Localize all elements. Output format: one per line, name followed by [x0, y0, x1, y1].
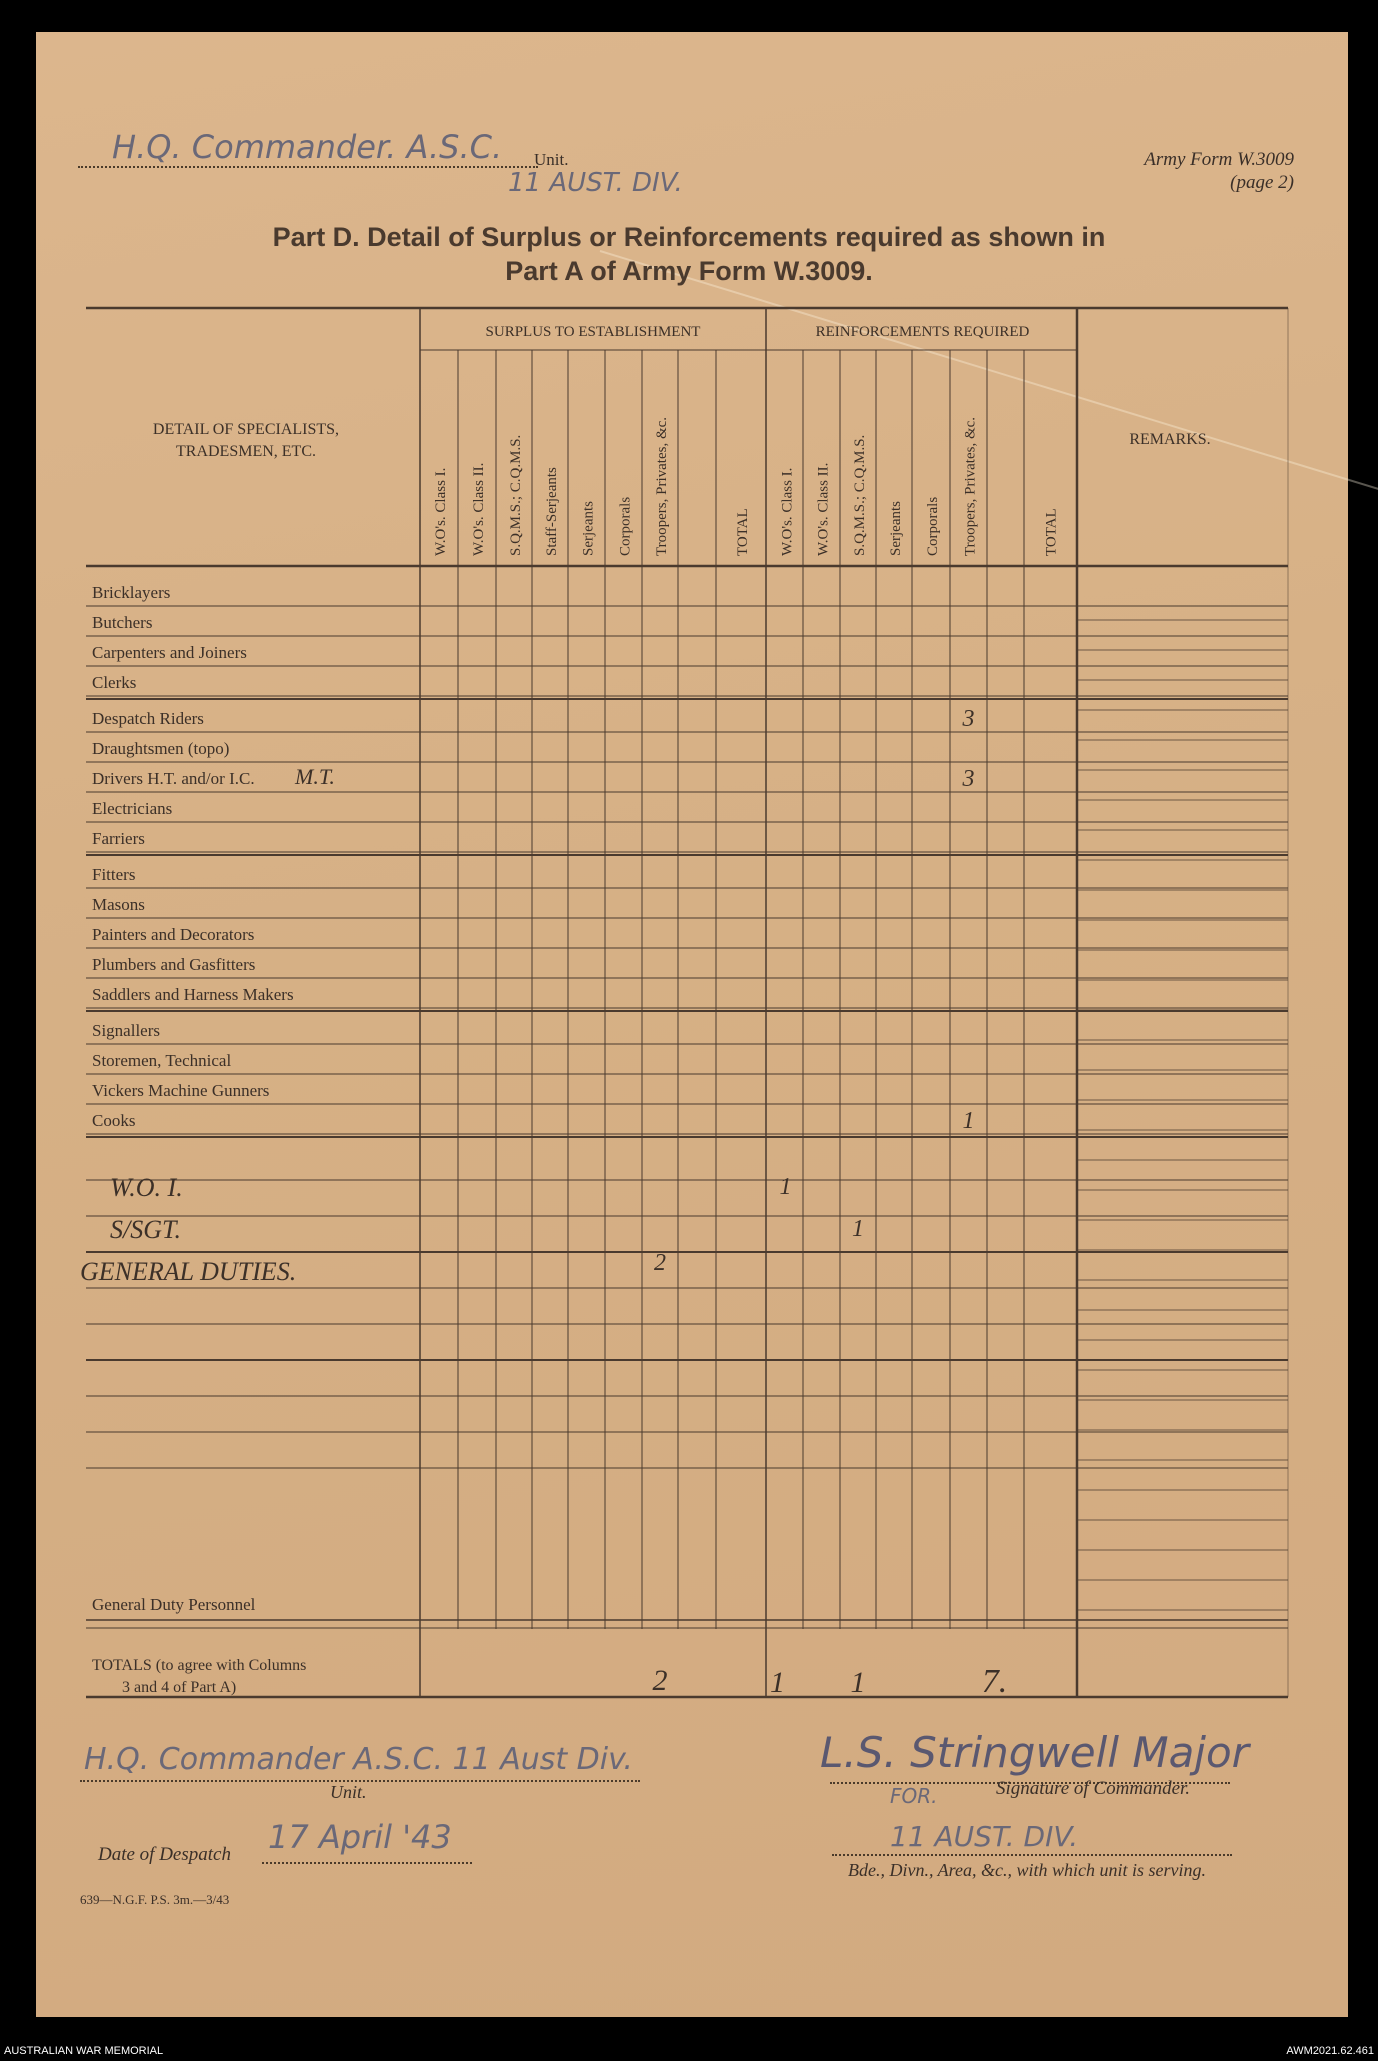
ssgt-entry: 1 — [852, 1216, 864, 1242]
trade-label: Draughtsmen (topo) — [92, 739, 230, 758]
handwritten-detail: GENERAL DUTIES. — [80, 1257, 297, 1286]
footer-unit-label: Unit. — [330, 1782, 367, 1802]
trade-label: Vickers Machine Gunners — [92, 1081, 270, 1100]
date-label: Date of Despatch — [98, 1844, 231, 1865]
surplus-col-header: W.O's. Class II. — [471, 462, 487, 556]
trade-label: Bricklayers — [92, 583, 171, 602]
reinforcements-header: REINFORCEMENTS REQUIRED — [815, 324, 1030, 340]
despatch-riders-entry: 3 — [962, 706, 975, 732]
total-reinf-wo1: 1 — [770, 1666, 785, 1699]
reinforcement-col-header: TOTAL — [1043, 508, 1060, 556]
footer-formation-handwritten: 11 AUST. DIV. — [890, 1820, 1079, 1853]
total-reinforcements: 7. — [981, 1663, 1008, 1700]
trade-label: Carpenters and Joiners — [92, 643, 247, 662]
totals-label-1: TOTALS (to agree with Columns — [92, 1657, 307, 1674]
surplus-col-header: Corporals — [617, 496, 634, 556]
reinforcement-col-header: Serjeants — [888, 501, 904, 556]
reinforcement-col-header: S.Q.M.S.; C.Q.M.S. — [852, 434, 868, 556]
surplus-col-header: Troopers, Privates, &c. — [654, 416, 670, 556]
surplus-col-header: TOTAL — [735, 508, 751, 556]
total-surplus-troopers: 2 — [652, 1664, 668, 1697]
formation-label: Bde., Divn., Area, &c., with which unit is serving. — [848, 1860, 1206, 1880]
print-code: 639—N.G.F. P.S. 3m.—3/43 — [80, 1892, 230, 1907]
trade-label: Butchers — [92, 613, 153, 632]
trade-label: Drivers H.T. and/or I.C. — [92, 769, 255, 788]
form-page: (page 2) — [1230, 172, 1294, 193]
title-line-2: Part A of Army Form W.3009. — [505, 256, 873, 286]
remarks-header: REMARKS. — [1129, 431, 1211, 448]
surplus-header: SURPLUS TO ESTABLISHMENT — [485, 324, 701, 340]
surplus-col-header: W.O's. Class I. — [433, 467, 449, 556]
reinforcement-col-header: Troopers, Privates, &c. — [962, 416, 979, 556]
general-duty-label: General Duty Personnel — [92, 1595, 256, 1614]
totals-label-2: 3 and 4 of Part A) — [122, 1679, 237, 1696]
reinforcement-col-header: W.O's. Class II. — [815, 462, 832, 556]
form-name: Army Form W.3009 — [1144, 149, 1294, 170]
surplus-col-header: Serjeants — [580, 501, 597, 556]
for-label: FOR. — [890, 1784, 938, 1808]
surplus-col-header: S.Q.M.S.; C.Q.M.S. — [508, 434, 524, 556]
title-line-1: Part D. Detail of Surplus or Reinforcements required as shown in — [272, 222, 1106, 252]
trade-label: Clerks — [92, 673, 137, 692]
total-reinf-sqms: 1 — [850, 1666, 866, 1699]
reinforcement-col-header: Corporals — [925, 496, 941, 556]
handwritten-detail: S/SGT. — [110, 1215, 182, 1244]
trade-label: Despatch Riders — [92, 709, 204, 728]
trade-label: Farriers — [92, 829, 145, 848]
date-of-despatch: 17 April '43 — [268, 1818, 452, 1856]
signature-label: Signature of Commander. — [996, 1778, 1191, 1799]
formation-handwritten: 11 AUST. DIV. — [508, 168, 683, 198]
unit-label: Unit. — [534, 150, 569, 169]
commander-signature: L.S. Stringwell Major — [820, 1728, 1249, 1777]
trade-label: Plumbers and Gasfitters — [92, 955, 256, 974]
trade-label: Electricians — [92, 799, 173, 818]
drivers-entry: 3 — [962, 766, 975, 792]
archive-caption-right: AWM2021.62.461 — [1286, 2045, 1374, 2057]
surplus-col-header: Staff-Serjeants — [544, 467, 560, 556]
trade-label: Saddlers and Harness Makers — [92, 985, 294, 1004]
detail-header-line-1: DETAIL OF SPECIALISTS, — [152, 421, 340, 438]
general-duties-entry: 2 — [654, 1250, 666, 1276]
unit-handwritten: H.Q. Commander. A.S.C. — [112, 128, 503, 166]
footer-unit-handwritten: H.Q. Commander A.S.C. 11 Aust Div. — [84, 1742, 633, 1777]
wo1-entry: 1 — [779, 1174, 792, 1200]
cooks-entry: 1 — [962, 1108, 975, 1134]
trade-label: Signallers — [92, 1021, 160, 1040]
formation-dotted-line — [832, 1854, 1232, 1856]
date-dotted-line — [262, 1862, 472, 1864]
archive-caption-left: AUSTRALIAN WAR MEMORIAL — [4, 2045, 164, 2057]
detail-header-line-2: TRADESMEN, ETC. — [176, 443, 316, 460]
trade-label: Fitters — [92, 865, 136, 884]
handwritten-detail: W.O. I. — [110, 1173, 183, 1202]
drivers-mt-annotation: M.T. — [295, 764, 335, 789]
trade-label: Masons — [92, 895, 145, 914]
trade-label: Painters and Decorators — [92, 925, 255, 944]
reinforcement-col-header: W.O's. Class I. — [779, 467, 796, 556]
trade-label: Storemen, Technical — [92, 1051, 232, 1070]
trade-label: Cooks — [92, 1111, 136, 1130]
